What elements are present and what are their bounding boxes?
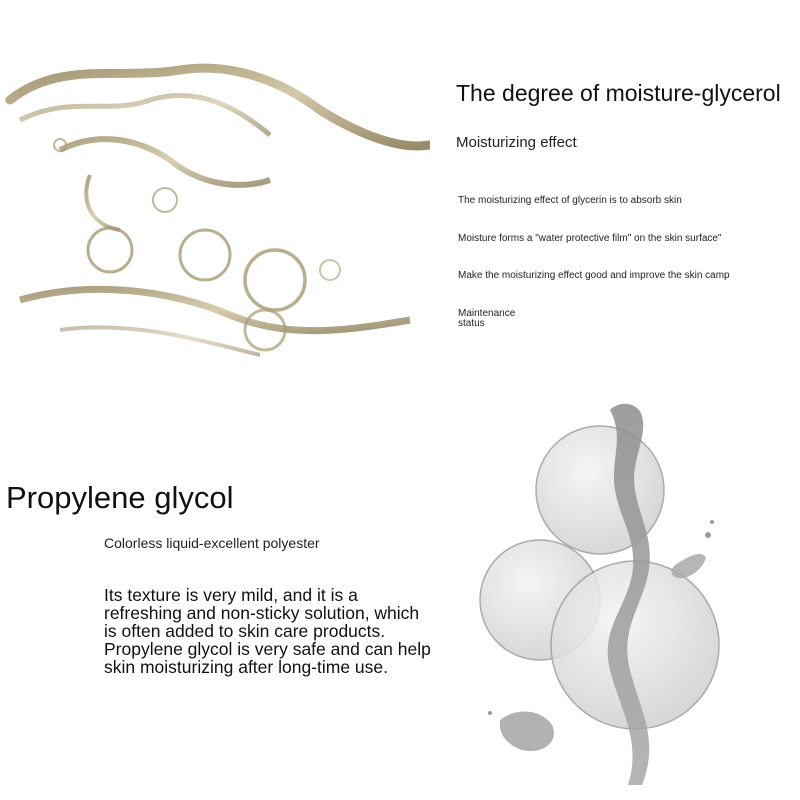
glycerol-point: Maintenance status	[458, 308, 516, 329]
glycerol-point: The moisturizing effect of glycerin is to absorb skin	[458, 195, 682, 206]
golden-liquid-bubbles-image	[0, 40, 430, 380]
glycerol-title: The degree of moisture-glycerol	[456, 80, 781, 106]
glycerol-point: Make the moisturizing effect good and improve the skin camp	[458, 270, 730, 281]
glycerol-subtitle: Moisturizing effect	[456, 134, 577, 151]
glycerol-point: Moisture forms a "water protective film" on the skin surface"	[458, 233, 722, 244]
glycerol-section	[0, 0, 800, 380]
propylene-description: Its texture is very mild, and it is a refreshing and non-sticky solution, which is often added to skin care products. Propylene glycol is very safe and can help skin moisturizing after long-time use.	[104, 585, 431, 677]
propylene-title: Propylene glycol	[6, 480, 234, 515]
propylene-subtitle: Colorless liquid-excellent polyester	[104, 535, 320, 551]
gray-liquid-bubbles-image	[470, 390, 800, 800]
propylene-section	[0, 380, 800, 800]
